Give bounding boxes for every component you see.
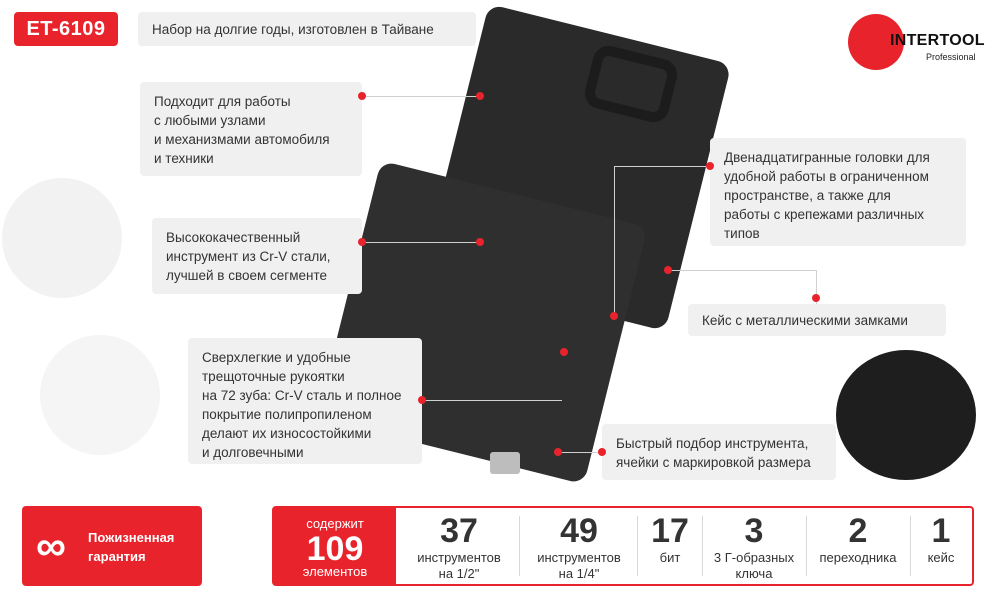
- total-count: [274, 508, 396, 584]
- connector-line: [422, 400, 562, 401]
- stat-label: кейс: [927, 550, 955, 565]
- note-ratchet-line: Сверхлегкие и удобные: [202, 350, 351, 365]
- connector-line: [614, 166, 710, 167]
- note-heads-line: работы с крепежами различных: [724, 207, 925, 222]
- stat-number: 17: [651, 512, 689, 550]
- connector-dot: [358, 92, 366, 100]
- connector-dot: [418, 396, 426, 404]
- note-heads-line: Двенадцатигранные головки для: [724, 150, 930, 165]
- note-cells-line: Быстрый подбор инструмента,: [616, 436, 809, 451]
- stat-number: 49: [560, 512, 598, 550]
- connector-dot: [476, 238, 484, 246]
- connector-dot: [358, 238, 366, 246]
- note-heads: [710, 138, 966, 246]
- note-heads-line: пространстве, а также для: [724, 188, 891, 203]
- divider: [702, 516, 703, 576]
- stat-number: 2: [848, 512, 868, 550]
- total-number: 109: [306, 530, 364, 568]
- stat-item: [704, 508, 804, 584]
- connector-dot: [812, 294, 820, 302]
- connector-dot: [610, 312, 618, 320]
- note-locks: [688, 304, 946, 336]
- note-ratchet-line: и долговечными: [202, 445, 304, 460]
- infinity-icon: ∞: [36, 522, 66, 569]
- note-heads-line: удобной работы в ограниченном: [724, 169, 929, 184]
- stats-panel: [272, 506, 974, 586]
- stat-item: [808, 508, 908, 584]
- note-fits-line: Подходит для работы: [154, 94, 291, 109]
- note-crv-line: Высококачественный: [166, 230, 301, 245]
- connector-dot: [476, 92, 484, 100]
- connector-line: [668, 270, 816, 271]
- connector-dot: [598, 448, 606, 456]
- stat-label: бит: [659, 550, 681, 565]
- note-cells: [602, 424, 836, 480]
- note-fits: [140, 82, 362, 176]
- note-crv-line: лучшей в своем сегменте: [166, 268, 327, 283]
- note-ratchet-line: покрытие полипропиленом: [202, 407, 372, 422]
- stat-number: 37: [440, 512, 478, 550]
- note-taiwan-text: Набор на долгие годы, изготовлен в Тайване: [152, 22, 434, 37]
- note-ratchet: [188, 338, 422, 464]
- note-fits-line: и техники: [154, 151, 214, 166]
- total-bottom: элементов: [302, 564, 368, 579]
- divider: [519, 516, 520, 576]
- warranty-badge: [22, 506, 202, 586]
- logo-text: INTERTOOL: [890, 32, 985, 49]
- note-crv-line: инструмент из Cr-V стали,: [166, 249, 331, 264]
- stat-item: [912, 508, 970, 584]
- connector-dot: [554, 448, 562, 456]
- note-fits-line: и механизмами автомобиля: [154, 132, 330, 147]
- note-ratchet-line: трещоточные рукоятки: [202, 369, 345, 384]
- note-taiwan: [138, 12, 476, 46]
- note-cells-line: ячейки с маркировкой размера: [616, 455, 811, 470]
- model-badge: ET-6109: [14, 12, 118, 46]
- connector-dot: [664, 266, 672, 274]
- note-crv: [152, 218, 362, 294]
- stat-label: инструментов на 1/4": [537, 550, 621, 581]
- stat-item: [522, 508, 636, 584]
- warranty-line: гарантия: [88, 549, 146, 564]
- connector-line: [614, 166, 615, 316]
- note-fits-line: с любыми узлами: [154, 113, 266, 128]
- divider: [637, 516, 638, 576]
- stat-label: 3 Г-образных ключа: [713, 550, 795, 581]
- note-ratchet-line: на 72 зуба: Cr-V сталь и полное: [202, 388, 402, 403]
- stat-label: переходника: [819, 550, 897, 565]
- note-heads-line: типов: [724, 226, 760, 241]
- divider: [806, 516, 807, 576]
- case-closeup-image: [836, 350, 976, 480]
- warranty-text: [88, 528, 174, 566]
- note-ratchet-line: делают их износостойкими: [202, 426, 372, 441]
- stat-item: [640, 508, 700, 584]
- case-clip-icon: [490, 452, 520, 474]
- socket-image: [2, 178, 122, 298]
- connector-line: [362, 242, 480, 243]
- ratchet-image: [40, 335, 160, 455]
- divider: [910, 516, 911, 576]
- connector-dot: [706, 162, 714, 170]
- stat-number: 1: [931, 512, 951, 550]
- logo-subtitle: Professional: [926, 52, 976, 62]
- warranty-line: Пожизненная: [88, 530, 175, 545]
- stat-item: [400, 508, 518, 584]
- stat-number: 3: [744, 512, 764, 550]
- connector-line: [362, 96, 480, 97]
- brand-logo: [848, 14, 985, 74]
- total-top: содержит: [306, 516, 364, 531]
- note-locks-text: Кейс с металлическими замками: [702, 313, 908, 328]
- connector-dot: [560, 348, 568, 356]
- stat-label: инструментов на 1/2": [417, 550, 501, 581]
